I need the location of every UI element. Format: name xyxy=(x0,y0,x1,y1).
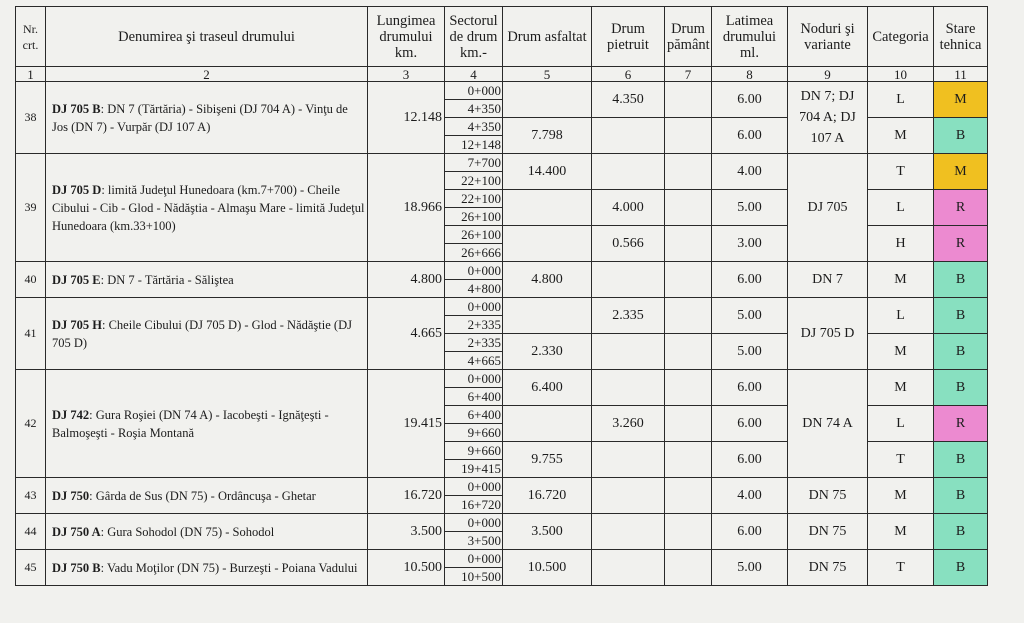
road-code: DJ 742 xyxy=(52,407,90,422)
header-nr: Nr. crt. xyxy=(16,7,46,67)
road-nodes: DN 75 xyxy=(788,550,868,586)
road-route: : DN 7 - Tărtăria - Săliştea xyxy=(100,272,234,287)
gravel-length: 4.350 xyxy=(592,82,665,118)
earth-length xyxy=(665,82,712,118)
sector-end: 12+148 xyxy=(445,136,503,154)
condition-badge: M xyxy=(934,154,988,190)
earth-length xyxy=(665,154,712,190)
category-cell: L xyxy=(868,298,934,334)
table-row xyxy=(16,478,988,496)
earth-length xyxy=(665,226,712,262)
gravel-length: 0.566 xyxy=(592,226,665,262)
road-code: DJ 705 E xyxy=(52,272,101,287)
gravel-length xyxy=(592,514,665,550)
condition-badge: B xyxy=(934,262,988,298)
column-number: 5 xyxy=(503,67,592,82)
sector-start: 22+100 xyxy=(445,190,503,208)
paved-length xyxy=(503,82,592,118)
condition-badge: B xyxy=(934,478,988,514)
road-code: DJ 705 H xyxy=(52,317,102,332)
road-width: 5.00 xyxy=(712,334,788,370)
sector-end: 3+500 xyxy=(445,532,503,550)
earth-length xyxy=(665,190,712,226)
category-cell: H xyxy=(868,226,934,262)
road-length: 3.500 xyxy=(368,514,445,550)
column-number: 11 xyxy=(934,67,988,82)
paved-length: 2.330 xyxy=(503,334,592,370)
paved-length: 14.400 xyxy=(503,154,592,190)
row-number: 42 xyxy=(16,370,46,478)
sector-end: 10+500 xyxy=(445,568,503,586)
road-code: DJ 750 A xyxy=(52,524,101,539)
gravel-length xyxy=(592,262,665,298)
earth-length xyxy=(665,298,712,334)
road-code: DJ 705 B xyxy=(52,101,101,116)
row-number: 43 xyxy=(16,478,46,514)
category-cell: L xyxy=(868,406,934,442)
sector-start: 26+100 xyxy=(445,226,503,244)
category-cell: M xyxy=(868,118,934,154)
row-number: 39 xyxy=(16,154,46,262)
category-cell: M xyxy=(868,262,934,298)
sector-end: 9+660 xyxy=(445,424,503,442)
column-number-row xyxy=(16,67,988,82)
road-length: 10.500 xyxy=(368,550,445,586)
category-cell: T xyxy=(868,154,934,190)
table-row xyxy=(16,370,988,388)
paved-length: 16.720 xyxy=(503,478,592,514)
road-route: : Vadu Moţilor (DN 75) - Burzeşti - Poiana Vadului xyxy=(100,560,358,575)
row-number: 38 xyxy=(16,82,46,154)
condition-badge: B xyxy=(934,442,988,478)
earth-length xyxy=(665,370,712,406)
road-nodes: DN 7 xyxy=(788,262,868,298)
column-number: 10 xyxy=(868,67,934,82)
sector-start: 0+000 xyxy=(445,370,503,388)
road-name xyxy=(46,298,368,370)
roads-body xyxy=(16,82,988,586)
column-number: 1 xyxy=(16,67,46,82)
road-width: 4.00 xyxy=(712,478,788,514)
paved-length: 4.800 xyxy=(503,262,592,298)
sector-start: 0+000 xyxy=(445,82,503,100)
condition-badge: B xyxy=(934,514,988,550)
paved-length: 7.798 xyxy=(503,118,592,154)
road-width: 6.00 xyxy=(712,262,788,298)
condition-badge: B xyxy=(934,550,988,586)
earth-length xyxy=(665,334,712,370)
category-cell: M xyxy=(868,478,934,514)
gravel-length xyxy=(592,154,665,190)
road-length: 4.800 xyxy=(368,262,445,298)
column-number: 9 xyxy=(788,67,868,82)
header-lungime: Lungimea drumului km. xyxy=(368,7,445,67)
sector-start: 2+335 xyxy=(445,334,503,352)
road-name xyxy=(46,550,368,586)
earth-length xyxy=(665,406,712,442)
earth-length xyxy=(665,118,712,154)
header-denumire: Denumirea şi traseul drumului xyxy=(46,7,368,67)
sector-end: 16+720 xyxy=(445,496,503,514)
road-code: DJ 750 B xyxy=(52,560,101,575)
earth-length xyxy=(665,550,712,586)
road-length: 18.966 xyxy=(368,154,445,262)
column-number: 7 xyxy=(665,67,712,82)
road-nodes: DN 75 xyxy=(788,478,868,514)
road-width: 6.00 xyxy=(712,406,788,442)
sector-start: 0+000 xyxy=(445,298,503,316)
road-width: 5.00 xyxy=(712,298,788,334)
earth-length xyxy=(665,514,712,550)
sector-start: 0+000 xyxy=(445,550,503,568)
category-cell: T xyxy=(868,550,934,586)
road-length: 4.665 xyxy=(368,298,445,370)
road-route: : Gura Sohodol (DN 75) - Sohodol xyxy=(100,524,275,539)
paved-length: 10.500 xyxy=(503,550,592,586)
road-nodes: DN 7; DJ 704 A; DJ 107 A xyxy=(788,82,868,154)
road-width: 3.00 xyxy=(712,226,788,262)
header-pamant: Drum pământ xyxy=(665,7,712,67)
gravel-length: 3.260 xyxy=(592,406,665,442)
paved-length: 3.500 xyxy=(503,514,592,550)
paved-length xyxy=(503,406,592,442)
sector-end: 4+800 xyxy=(445,280,503,298)
gravel-length xyxy=(592,118,665,154)
condition-badge: R xyxy=(934,190,988,226)
road-width: 5.00 xyxy=(712,550,788,586)
gravel-length: 4.000 xyxy=(592,190,665,226)
paved-length: 6.400 xyxy=(503,370,592,406)
header-stare: Stare tehnica xyxy=(934,7,988,67)
column-number: 6 xyxy=(592,67,665,82)
road-name xyxy=(46,82,368,154)
road-nodes: DN 74 A xyxy=(788,370,868,478)
condition-badge: R xyxy=(934,226,988,262)
sector-end: 4+665 xyxy=(445,352,503,370)
road-code: DJ 750 xyxy=(52,488,90,503)
table-row xyxy=(16,82,988,100)
gravel-length xyxy=(592,478,665,514)
road-length: 12.148 xyxy=(368,82,445,154)
header-noduri: Noduri şi variante xyxy=(788,7,868,67)
category-cell: M xyxy=(868,514,934,550)
road-nodes: DN 75 xyxy=(788,514,868,550)
sector-end: 26+100 xyxy=(445,208,503,226)
header-sector: Sectorul de drum km.- xyxy=(445,7,503,67)
road-name xyxy=(46,514,368,550)
gravel-length xyxy=(592,550,665,586)
gravel-length xyxy=(592,334,665,370)
road-nodes: DJ 705 xyxy=(788,154,868,262)
gravel-length xyxy=(592,370,665,406)
table-row xyxy=(16,298,988,316)
condition-badge: M xyxy=(934,82,988,118)
condition-badge: B xyxy=(934,334,988,370)
category-cell: M xyxy=(868,370,934,406)
sector-end: 6+400 xyxy=(445,388,503,406)
sector-start: 0+000 xyxy=(445,514,503,532)
road-code: DJ 705 D xyxy=(52,182,102,197)
sector-end: 2+335 xyxy=(445,316,503,334)
column-number: 4 xyxy=(445,67,503,82)
paved-length: 9.755 xyxy=(503,442,592,478)
road-route: : limită Judeţul Hunedoara (km.7+700) - Cheile Cibului - Cib - Glod - Nădăştia - Almaşu Mare - limită Judeţul Hunedoara (km.33+100) xyxy=(52,182,365,233)
table-row xyxy=(16,514,988,532)
road-length: 16.720 xyxy=(368,478,445,514)
road-name xyxy=(46,370,368,478)
condition-badge: B xyxy=(934,118,988,154)
sector-end: 4+350 xyxy=(445,100,503,118)
sector-end: 26+666 xyxy=(445,244,503,262)
road-nodes: DJ 705 D xyxy=(788,298,868,370)
column-number: 3 xyxy=(368,67,445,82)
category-cell: T xyxy=(868,442,934,478)
paved-length xyxy=(503,226,592,262)
header-asfaltat: Drum asfaltat xyxy=(503,7,592,67)
row-number: 40 xyxy=(16,262,46,298)
sector-start: 0+000 xyxy=(445,478,503,496)
header-row xyxy=(16,7,988,67)
road-width: 5.00 xyxy=(712,190,788,226)
roads-table xyxy=(15,6,988,586)
paved-length xyxy=(503,190,592,226)
gravel-length: 2.335 xyxy=(592,298,665,334)
earth-length xyxy=(665,442,712,478)
condition-badge: B xyxy=(934,298,988,334)
sector-start: 9+660 xyxy=(445,442,503,460)
table-row xyxy=(16,154,988,172)
road-width: 6.00 xyxy=(712,82,788,118)
table-row xyxy=(16,550,988,568)
sector-end: 22+100 xyxy=(445,172,503,190)
header-pietruit: Drum pietruit xyxy=(592,7,665,67)
condition-badge: R xyxy=(934,406,988,442)
paved-length xyxy=(503,298,592,334)
category-cell: M xyxy=(868,334,934,370)
header-latime: Latimea drumului ml. xyxy=(712,7,788,67)
road-width: 6.00 xyxy=(712,370,788,406)
road-width: 4.00 xyxy=(712,154,788,190)
row-number: 45 xyxy=(16,550,46,586)
road-name xyxy=(46,478,368,514)
road-route: : Cheile Cibului (DJ 705 D) - Glod - Nădăştie (DJ 705 D) xyxy=(52,317,352,350)
category-cell: L xyxy=(868,190,934,226)
road-width: 6.00 xyxy=(712,442,788,478)
column-number: 8 xyxy=(712,67,788,82)
row-number: 44 xyxy=(16,514,46,550)
sector-start: 4+350 xyxy=(445,118,503,136)
sector-start: 0+000 xyxy=(445,262,503,280)
earth-length xyxy=(665,478,712,514)
earth-length xyxy=(665,262,712,298)
road-name xyxy=(46,262,368,298)
road-width: 6.00 xyxy=(712,514,788,550)
sector-start: 7+700 xyxy=(445,154,503,172)
column-number: 2 xyxy=(46,67,368,82)
category-cell: L xyxy=(868,82,934,118)
road-route: : Gârda de Sus (DN 75) - Ordâncuşa - Ghetar xyxy=(89,488,316,503)
table-row xyxy=(16,262,988,280)
row-number: 41 xyxy=(16,298,46,370)
road-route: : DN 7 (Tărtăria) - Sibişeni (DJ 704 A) - Vinţu de Jos (DN 7) - Vurpăr (DJ 107 A) xyxy=(52,101,348,134)
road-width: 6.00 xyxy=(712,118,788,154)
road-route: : Gura Roşiei (DN 74 A) - Iacobeşti - Ignăţeşti - Balmoşeşti - Roşia Montană xyxy=(52,407,329,440)
road-length: 19.415 xyxy=(368,370,445,478)
condition-badge: B xyxy=(934,370,988,406)
road-name xyxy=(46,154,368,262)
sector-end: 19+415 xyxy=(445,460,503,478)
sector-start: 6+400 xyxy=(445,406,503,424)
gravel-length xyxy=(592,442,665,478)
header-categoria: Categoria xyxy=(868,7,934,67)
